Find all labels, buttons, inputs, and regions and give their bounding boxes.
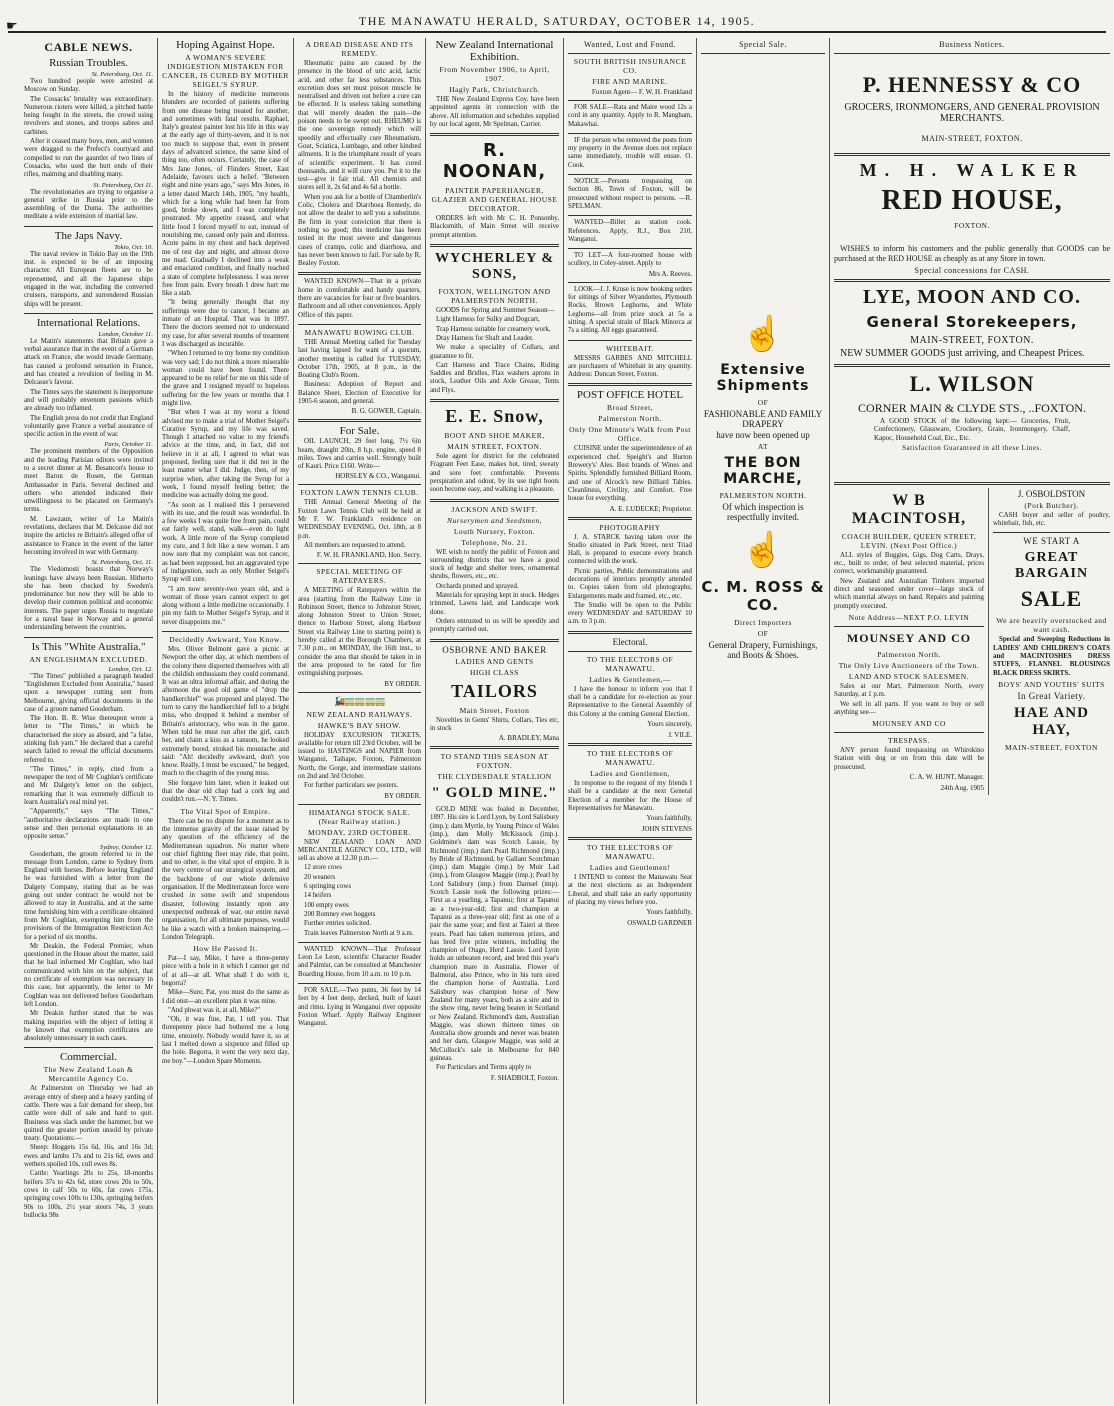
column-cable-news bbox=[20, 38, 158, 1404]
advert-subheading: PAINTER PAPERHANGER, GLAZIER AND GENERAL HOUSE DECORATOR. bbox=[431, 186, 558, 214]
signature: OSWALD GARDNER bbox=[627, 919, 692, 928]
article-paragraph: The revolutionaries are trying to organise a general strike in Russia prior to the assembling of the Duma. The authorities meditate a wide extension of martial law. bbox=[24, 188, 153, 221]
column-special-sale bbox=[697, 38, 830, 1404]
advert-paragraph: NOTICE.—Persons trespassing on Section 86, Town of Foxton, will be prosecuted without respect to persons. —R. SPELMAN. bbox=[568, 178, 692, 210]
article-heading: Decidedly Awkward, You Know. bbox=[169, 635, 282, 644]
advert-subheading: General Drapery, Furnishings, and Boots & Shoes. bbox=[708, 640, 818, 660]
advert-subheading: FASHIONABLE AND FAMILY DRAPERY bbox=[703, 409, 823, 429]
advert-title: R. NOONAN, bbox=[442, 140, 547, 183]
advert-paragraph: Orders entrusted to us will be speedily and promptly carried out. bbox=[430, 617, 559, 634]
signature: 24th Aug. 1905 bbox=[940, 784, 984, 793]
article-paragraph: Gooderham, the groom referred to in the message from London, came to Sydney from England with horses. Before leaving England he was furnished with a letter from the Dalgety Company, stating that as he was going out under contract he would not be allowed to stay in Australia, and at the same time furnishing him with a certificate obtained from Mr Coghlan, exempting him from the provisions of the Immigration Restriction Act for a period of six months. bbox=[24, 850, 153, 941]
dateline: St. Petersburg, Oct. 11. bbox=[91, 71, 153, 78]
divider bbox=[24, 1047, 153, 1048]
divider bbox=[24, 637, 153, 638]
advert-heading: PHOTOGRAPHY bbox=[599, 522, 661, 532]
article-paragraph: Mr Deakin, the Federal Premier, when questioned in the House about the matter, said that he had informed Mr Coghlan, who had communicated with him on the subject, that no certificate of exemption was necessary in this case, but apparently, the letter to Mr Coghlan was not delivered before Gooderham left London. bbox=[24, 942, 153, 1008]
advert-subheading: MAIN STREET, FOXTON. bbox=[447, 442, 542, 452]
divider bbox=[568, 651, 692, 652]
divider bbox=[834, 279, 1110, 282]
article-heading: Russian Troubles. bbox=[49, 57, 128, 69]
list-item: 12 store cows bbox=[304, 864, 342, 872]
advert-heading: TO THE ELECTORS OF MANAWATU. bbox=[586, 843, 674, 862]
advert-subheading: Ladies & Gentlemen,— bbox=[589, 674, 671, 684]
article-paragraph: Le Matin's statements that Britain gave a verbal assurance that in the event of a German attack on France, she would invade Germany, has caused a profound sensation in France, and has created a revulsion of feeling in M. Delcasse's favour. bbox=[24, 337, 153, 387]
advert-subheading: Satisfaction Guaranteed in all these Lines. bbox=[902, 443, 1042, 452]
advert-heading: TO STAND THIS SEASON AT FOXTON. bbox=[440, 752, 549, 771]
advert-paragraph: CASH buyer and seller of poultry, whitebait, fish, etc. bbox=[993, 511, 1110, 528]
article-paragraph: The prominent members of the Opposition and the leading Parisian editors were invited to a secret dinner at M. Besancon's house to meet Baron de Rosen, the German Ambassador in Paris. Several declined and others who attended indicated their unwillingness to be placated on Germany's terms. bbox=[24, 448, 153, 514]
article-heading: Hoping Against Hope. bbox=[176, 39, 275, 51]
advert-title: LYE, MOON AND CO. bbox=[863, 286, 1081, 308]
advert-paragraph: I have the honour to inform you that I shall be a candidate for re-election as your Representative to the General Assembly of this Colony at the coming General Election. bbox=[568, 685, 692, 718]
divider bbox=[430, 399, 559, 402]
advert-subheading: The Only Live Auctioneers of the Town. bbox=[838, 660, 980, 670]
divider bbox=[430, 499, 559, 502]
section-heading: Special Sale. bbox=[739, 40, 787, 49]
list-item: 20 weaners bbox=[304, 873, 336, 881]
signature: HORSLEY & CO., Wanganui. bbox=[335, 472, 421, 481]
article-heading: A DREAD DISEASE AND ITS REMEDY. bbox=[305, 40, 414, 58]
advert-heading: FOXTON LAWN TENNIS CLUB. bbox=[300, 488, 419, 498]
advert-paragraph: FOR SALE—Rata and Maire wood 12s a cord in any quantity. Apply to R. Mangham, Makawhai. bbox=[568, 104, 692, 128]
article-paragraph: "When I returned to my home my condition was very sad; I do not think a more miserable woman could have been found. There appeared to be no relief for me on this side of the grave and I resigned myself to hopeless suffering for the few years or months that I might live. bbox=[162, 350, 289, 407]
column-notices bbox=[294, 38, 426, 1404]
advert-paragraph: Novelties in Gents' Shirts, Collars, Ties etc, in stock bbox=[430, 716, 559, 732]
advert-title: THE BON MARCHE, bbox=[723, 455, 803, 487]
list-item: 100 empty ewes bbox=[304, 901, 349, 909]
divider bbox=[568, 517, 692, 520]
article-heading: How He Passed It. bbox=[193, 944, 258, 954]
dateline: Paris, October 11. bbox=[104, 441, 153, 449]
article-paragraph: The Cossacks' brutality was extraordinary. Numerous rioters were killed, a pitched battle being fought in the streets, the crowd using revolvers and stones, and troops sabres and carbines. bbox=[24, 95, 153, 136]
advert-subheading: FIRE AND MARINE. bbox=[592, 77, 668, 86]
advert-paragraph: GOLD MINE was foaled in December, 1897. His sire is Lord Lyon, by Lord Salisbury (imp.); dam Myrtle, by Young Prince of Wales (imp.), dam Molly McKissock (imp.). Goldmine's dam was Scotch Lassie, by Richmond (imp.) dam Pearl Richmond (imp.) by Bride of Richmond, by Gallant Scotchman (imp.) dam Maggie (imp.) by Muir Lad (imp.), from Glasgow Maggie (imp.); Pearl by Lord Salisbury (imp.) from Damsel (imp). Scotch Lassie took the following prizes:—First as a yearling, a Tapanui; first at Tapanui as a two-year-old; first and champion at Tapanui as a three-year old; first as one of a pair the same year; and first at Taieri at three years. Pearl has taken numerous prizes, and has bred five prize winners, including the champion of Otago, Herd Lassie. Lord Lyon holds an unbeaten record, and bred this year's champion mare in Australia. Flower of Balmoral, also Prince, who in his turn sired the champion horse of Australia. Lord Salisbury was champion horse of New Zealand for many years, both as a sire and in the show ring, never being beaten in Scotland or New Zealand. Richmond's dam, Australian Maggie, was shown thirteen times on Australia show grounds and never was beaten and her dam, Glasgow Maggie, was sold at McCullock's sale in Melbourne for 840 guineas. bbox=[430, 806, 560, 1062]
signature: JOHN STEVENS bbox=[641, 825, 692, 834]
dateline: London, October 11. bbox=[98, 330, 153, 338]
advert-paragraph: Further entries solicited. bbox=[304, 920, 372, 928]
advert-subheading: Note Address—NEXT P.O. LEVIN bbox=[848, 612, 970, 622]
article-heading: Is This "White Australia." bbox=[31, 640, 146, 653]
advert-heading: WHITEBAIT. bbox=[606, 343, 654, 353]
advert-title: L. WILSON bbox=[909, 371, 1035, 396]
divider bbox=[568, 282, 692, 283]
advert-subheading: Palmerston North. bbox=[598, 414, 662, 424]
advert-paragraph: Train leaves Palmerston North at 9 a.m. bbox=[304, 929, 414, 937]
advert-subheading: FOXTON. bbox=[954, 221, 990, 230]
signature: Foxton Agent— F. W. H. Frankland bbox=[591, 88, 692, 96]
divider bbox=[24, 226, 153, 227]
advert-heading: For Sale. bbox=[339, 425, 380, 438]
divider bbox=[430, 133, 559, 136]
advert-heading: TO THE ELECTORS OF MANAWATU. bbox=[586, 748, 674, 767]
article-paragraph: The English press do not credit that England voluntarily gave France a verbal assurance of specific action in the event of war. bbox=[24, 414, 153, 439]
divider bbox=[701, 53, 825, 54]
advert-paragraph: A GOOD STOCK of the following kept:— Groceries, Fruit, Confectionery, Glassware, Crockery, Grain, Ironmongery, Chaff, Kapoc, Household Coal, Etc., Etc. bbox=[874, 417, 1070, 442]
advert-paragraph: We sell in all parts. If you want to buy or sell anything see— bbox=[834, 700, 984, 716]
article-paragraph: She forgave him later, when it leaked out that the dear old chap had a cork leg and couldn't run.—N. Y. Times. bbox=[162, 779, 289, 804]
advert-title: C. M. ROSS & CO. bbox=[701, 578, 825, 614]
advert-subheading: BOOT AND SHOE MAKER, bbox=[444, 431, 545, 441]
advert-paragraph: ALL styles of Buggies, Gigs, Dog Carts, Drays, etc., built to order, of best selected material, prices correct, workmanship guaranteed. bbox=[834, 551, 984, 576]
signature: B. G. GOWER, Captain. bbox=[351, 407, 421, 416]
article-paragraph: "The Times," in reply, cited from a newspaper the text of Mr Coghlan's certificate and Mr Dalgety's letter on the subject, remarking that it was extremely difficult to learn Australia's real mind yet. bbox=[24, 765, 153, 807]
divider bbox=[993, 532, 1110, 533]
dateline: St. Petersburg, Oct. 11. bbox=[91, 559, 153, 567]
divider bbox=[834, 482, 1110, 485]
article-subheading: A WOMAN'S SEVERE INDIGESTION MISTAKEN FOR CANCER, IS CURED BY MOTHER SEIGEL'S SYRUP. bbox=[162, 53, 289, 89]
article-paragraph: Pat—I say, Mike, I have a three-penny piece with a hole in it which I cannot get rid of at all—at all. What shall I do with it, begorra? bbox=[162, 955, 289, 987]
article-subheading: The New Zealand Loan & Mercantile Agency Co. bbox=[43, 1065, 134, 1084]
advert-paragraph: Sales at our Mart, Palmerston North, every Saturday, at 1 p.m. bbox=[834, 682, 984, 699]
signature: F. W. H. FRANKLAND, Hon. Secry. bbox=[316, 551, 421, 560]
signature: Mrs A. Reeves. bbox=[648, 269, 692, 278]
advert-subheading: AT bbox=[757, 442, 769, 451]
divider bbox=[298, 692, 421, 693]
advert-title: " GOLD MINE." bbox=[431, 785, 558, 802]
advert-subheading: OF bbox=[757, 398, 769, 407]
signature: A. BRADLEY, Mana bbox=[498, 734, 559, 743]
divider bbox=[834, 364, 1110, 367]
advert-paragraph: For further particulars see posters. bbox=[304, 782, 399, 790]
divider bbox=[298, 804, 421, 805]
article-paragraph: "And phwat was it, at all, Mike?" bbox=[168, 1006, 261, 1014]
advert-paragraph: Rheumatic pains are caused by the presence in the blood of uric acid, lactic acid, and other far less substances. This excretion does set must poison muscle be neutralised and driven out before a cure can be effected. It is useless taking something that will merely deaden the pain—the poison needs to be swept out. RHEUMO is the one sovereign remedy which will speedily and effectually cure Rheumatism, Gout, Sciatica, Lumbago, and other kindred ailments. It is the triumphant result of years of scientific experiment. It has cured thousands, and it will cure you. Put it to the test—give it fair trial. All chemists and stores sell it, 2s 6d and 4s 6d a bottle. bbox=[298, 60, 421, 192]
advert-subheading: CORNER MAIN & CLYDE STS., ..FOXTON. bbox=[858, 401, 1086, 415]
advert-subheading: Special concessions for CASH. bbox=[914, 266, 1030, 275]
advert-paragraph: TO LET—A four-roomed house with scullery, in Coley-street. Apply to bbox=[568, 252, 692, 268]
article-paragraph: Cattle: Yearlings 20s to 25s, 18-months heifers 37s to 42s 6d, store cows 20s to 50s, cows in calf 50s to 60s, fat cows 175s, springing cows 100s to 130s, springing heifers 90s to 100s, 2½ year steers 74s, 3 years bullocks 98s bbox=[24, 1170, 153, 1219]
column-exhibition bbox=[426, 38, 564, 1404]
advert-heading: SOUTH BRITISH INSURANCE CO. bbox=[573, 57, 687, 75]
advert-paragraph: The Studio will be open to the Public every WEDNESDAY and SATURDAY 10 a.m. to 3 p.m. bbox=[568, 601, 692, 626]
divider bbox=[834, 53, 1110, 54]
divider bbox=[430, 746, 559, 749]
advert-paragraph: When you ask for a bottle of Chamberlin's Colic, Cholera and Diarrhoea Remedy, do not allow the dealer to sell you a substitute. Be firm in your conviction that there is nothing so good; this medicine has been tested in the most severe and dangerous cases of cramps, colic and diarrhoea, and has never been known to fail. For sale by R. Bealey Foxton. bbox=[298, 193, 422, 268]
article-paragraph: M. Lawzaun, writer of Le Matin's revelations, declares that M. Delcasse did not inspire the articles re Britain's alleged offer of assistance to France in the event of the latter becoming involved in war with Germany. bbox=[24, 515, 153, 556]
advert-title: TAILORS bbox=[451, 680, 538, 701]
advert-paragraph: A MEETING of Ratepayers within the area (starting from the Railway Line in Robinson Street, thence to Johnston Street, along Johnston Street to Union Street, thence to Harbour Street, along Harbour Street via Railway Line to starting point) is hereby called at the Borough Chambers, at 7.30 p.m., on MONDAY, the 16th inst., to consider the area that should be taken in in the area proposed to be rated for fire extinguishing purposes. bbox=[298, 587, 421, 678]
article-subheading: AN ENGLISHMAN EXCLUDED. bbox=[29, 654, 148, 664]
advert-subheading: MAIN-STREET, FOXTON. bbox=[921, 134, 1023, 143]
advert-paragraph: FOR SALE.—Two punts, 36 feet by 14 feet by 4 feet deep, decked, built of kauri and rimu. Lying in Wanganui river opposite Foxton Wharf. Apply Railway Engineer Wanganui. bbox=[298, 987, 421, 1028]
advert-subheading: From November 1906, to April, 1907. bbox=[439, 65, 550, 83]
advert-paragraph: Cart Harness and Trace Chains, Riding Saddles and Bridles, Flax washers aprons in stock, Leather Oils and Axle Grease, Tents and Flys. bbox=[430, 361, 559, 394]
article-paragraph: Mr Deakin further stated that he was making inquiries with the object of letting it be known that exemption certificates are absolutely unnecessary in such cases. bbox=[24, 1010, 153, 1043]
advert-heading: HIMATANGI STOCK SALE. (Near Railway station.) bbox=[308, 807, 411, 826]
article-paragraph: At Palmerston on Thursday we had an average entry of sheep and a heavy yarding of cattle. There was a fair demand for sheep, but cattle were dull of sale and hard to quit. Business was slack under the hammer, but we quitted the greater portion unsold by private treaty. Quotations:— bbox=[24, 1085, 153, 1143]
advert-subheading: HIGH CLASS bbox=[470, 667, 519, 677]
signature: C. A. W. HUNT, Manager. bbox=[909, 773, 984, 782]
advert-subheading: Hagly Park, Christchurch. bbox=[449, 85, 540, 94]
advert-subheading: (Pork Butcher). bbox=[1024, 500, 1079, 510]
advert-paragraph: WANTED—Billet as station cook. References. Apply, R.J., Box 210, Wanganui. bbox=[568, 219, 692, 243]
advert-title: E. E. Snow, bbox=[445, 406, 544, 427]
advert-paragraph: Materials for spraying kept in stock. Hedges trimmed, Lawns laid, and Landscape work done. bbox=[430, 592, 559, 616]
masthead bbox=[0, 0, 1114, 34]
advert-subheading: COACH BUILDER, QUEEN STREET, LEVIN. (Next Post Office.) bbox=[841, 531, 977, 550]
advert-paragraph: WISHES to inform his customers and the public generally that GOODS can be purchased at the RED HOUSE as cheaply as at any Store in town. bbox=[834, 244, 1110, 263]
list-item: 14 heifers bbox=[304, 892, 332, 900]
signature: Yours faithfully, bbox=[646, 908, 692, 917]
advert-subheading: MONDAY, 23RD OCTOBER. bbox=[308, 827, 411, 837]
article-paragraph: The Viedomosti boasts that Norway's leanings have always been Russian. Hitherto she has been checked by Sweden's predominance but now they will be able to develop their common political and economic interests. The paper urges Russia to negotiate for a naval base in Norway and a general understanding between the countries. bbox=[24, 566, 153, 632]
advert-title: RED HOUSE, bbox=[881, 185, 1063, 216]
signature: F. SHADBOLT, Foxton. bbox=[490, 1073, 559, 1082]
section-heading: Business Notices. bbox=[939, 40, 1005, 49]
signature: A. E. LUDECKE; Proprietor. bbox=[609, 504, 692, 513]
list-item: 200 Romney ewe hoggets bbox=[304, 910, 376, 918]
advert-paragraph: IF the person who removed the posts from my property in the Avenue does not replace same immediately, trouble will ensue. O. Cook. bbox=[568, 136, 692, 169]
advert-subheading: Palmerston North. bbox=[877, 649, 941, 659]
advert-paragraph: In response to the request of my friends I shall be a candidate at the next General Election of a member for the House of Representatives for Manawatu. bbox=[568, 779, 692, 812]
section-heading: Electoral. bbox=[612, 636, 648, 647]
advert-title: W B MACINTOSH, bbox=[851, 491, 967, 527]
advert-paragraph: Business: Adoption of Report and Balance Sheet, Election of Executive for 1905-6 season, and general. bbox=[298, 381, 421, 405]
masthead-rule bbox=[8, 31, 1106, 33]
advert-paragraph: ANY person found trespassing on Whirokino Station with dog or on from this date will be prosecuted. bbox=[834, 747, 984, 771]
divider bbox=[298, 484, 421, 485]
advert-paragraph: Special and Sweeping Reductions in LADIES' AND CHILDREN'S COATS and MACINTOSHES DRESS STUFFS, FLANNEL BLOUSINGS BLACK DRESS SKIRTS. bbox=[993, 636, 1110, 677]
divider bbox=[568, 631, 692, 634]
advert-paragraph: ORDERS left with Mr C. H. Ponsonby, Blacksmith, of Main Street will receive prompt attention. bbox=[430, 215, 559, 239]
advert-subheading: Nurserymen and Seedsmen, bbox=[446, 515, 543, 525]
dateline: Sydney, October 12. bbox=[99, 843, 153, 851]
dateline: London, Oct. 12. bbox=[108, 665, 153, 673]
advert-subheading: MOUNSEY AND CO bbox=[872, 719, 946, 729]
advert-title: POST OFFICE HOTEL bbox=[576, 389, 684, 402]
advert-paragraph: CUISINE under the superintendence of an experienced chef. Speight's and Burton Brewery's' Ales. Best brands of Wines and Spirits. Splendidly furnished Billiard Room, and one of Alcock's new Billiard Tables. Cleanliness, Civility, and Comfort. Free house for everything. bbox=[568, 445, 692, 503]
advert-title: P. HENNESSY & CO bbox=[862, 72, 1082, 97]
advert-subheading: LAND AND STOCK SALESMEN. bbox=[848, 671, 970, 681]
advert-heading: New Zealand International Exhibition. bbox=[435, 39, 554, 63]
advert-heading: JACKSON AND SWIFT. bbox=[451, 504, 538, 514]
advert-title: HAE AND HAY, bbox=[1014, 704, 1089, 738]
advert-paragraph: MESSRS GARBES AND MITCHELL are purchasers of Whitebait in any quantity. Address: Duncan Street, Foxton. bbox=[568, 354, 692, 379]
advert-heading: WE START A bbox=[1023, 536, 1080, 547]
advert-paragraph: J. A. STARCK having taken over the Studio situated in Park Street, next Triad Hall, is prepared to execute every branch connected with the work. bbox=[568, 533, 692, 566]
article-paragraph: There can be no dispute for a moment as to the immense gravity of the issue raised by any question of the efficiency of the Mediterranean squadron. No matter where our chief fighting fleet may ride, that point, and no other, is the vital spot of empire. It is the very centre of our strategical system, and the backbone of our whole defensive organisation. If the Mediterranean force were crushed in some swift and stupendous disaster, following instantly upon any unexpected outbreak of war, our entire naval organisation, for all ultimate purposes, would be like a watch with a broken mainspring.—London Telegraph. bbox=[162, 817, 289, 941]
divider bbox=[298, 324, 421, 325]
article-paragraph: "Apparently," says "The Times," "authoritative declarations are made in one sense and then personal explanations in an opposite sense." bbox=[24, 808, 153, 841]
advert-heading: OSBORNE AND BAKER bbox=[442, 644, 547, 655]
advert-paragraph: All members are requested to attend. bbox=[304, 541, 406, 549]
article-paragraph: In the history of medicine numerous blunders are recorded of patients suffering from one disease being treated for another, and sometimes with fatal results. Raphael, Italy's greatest painter lost his life in this way at the early age of thirty-seven, and it is not too much to suppose that, even in present days of advanced science, the same kind of thing too, often occurs. Certainly, the case of Mrs Jane Jones, of Flinders Street, East Adelaide, favours such a belief. "Between eight and nine years ago," says Mrs Jones, in a letter dated March 14th, 1905, "my health, which for a long while had been far from good, broke down, and I was completely prostrated. My appetite ceased, and what little food I forced myself to eat, instead of nourishing me, caused only pain and distress. Acute pains in my chest and back deprived me of rest day and night, and almost drove me mad. Gradually I declined into a weak and emaciated condition, and finally reached a state of complete helplessness. I was never free from pain. Every breath I drew hurt me like a stab. bbox=[162, 91, 289, 298]
advert-paragraph: HOLIDAY EXCURSION TICKETS, available for return till 23rd October, will be issued to HASTINGS and NAPIER from Wanganui, Taihape, Foxton, Palmerston North, the Gorge, and intermediate stations on 2nd and 3rd October. bbox=[298, 731, 421, 780]
advert-paragraph: THE New Zealand Express Coy. have been appointed agents in connection with the above. All information and schedules supplied by our local agent, Mr Spelman, Carrier. bbox=[430, 96, 559, 128]
column-seigel-syrup bbox=[158, 38, 294, 1404]
article-paragraph: "The Times" published a paragraph headed "Englishmen Excluded from Australia," based upon a newspaper cutting sent from Melbourne, giving official documents in the case of a groom named Gooderham. bbox=[24, 672, 153, 713]
pointing-hand-icon: ☝ bbox=[741, 532, 785, 569]
masthead-title: THE MANAWATU HERALD, SATURDAY, OCTOBER 14, 1905. bbox=[358, 14, 756, 28]
advert-subheading: In Great Variety. bbox=[1017, 690, 1086, 701]
article-heading: International Relations. bbox=[36, 316, 141, 329]
advert-subheading: OF bbox=[757, 629, 769, 638]
advert-paragraph: New Zealand and Australian Timbers imported direct and seasoned under cover—large stock of which material always on hand. Repairs and painting promptly executed. bbox=[834, 577, 984, 610]
advert-paragraph: Dray Harness for Shaft and Leader. bbox=[436, 334, 534, 342]
divider bbox=[834, 153, 1110, 156]
advert-subheading: We are heavily overstocked and want cash. bbox=[996, 616, 1107, 635]
article-paragraph: Sheep: Hoggets 15s 6d, 16s, and 16s 3d; ewes and lambs 17s and to 21s 6d, ewes and wethers spoiled 10s, cull ewes 8s. bbox=[24, 1144, 153, 1169]
divider bbox=[24, 313, 153, 314]
advert-subheading: Louth Nursery, Foxton. bbox=[453, 526, 536, 536]
advert-subheading: Telephone, No. 21. bbox=[461, 537, 528, 547]
signature: Yours faithfully, bbox=[646, 814, 692, 823]
divider bbox=[834, 732, 984, 733]
section-heading: CABLE NEWS. bbox=[44, 40, 133, 54]
pointing-hand-icon: ☝ bbox=[741, 316, 785, 353]
signature: BY ORDER. bbox=[384, 679, 421, 688]
signature: Yours sincerely, bbox=[647, 719, 692, 728]
divider bbox=[568, 340, 692, 341]
divider bbox=[568, 248, 692, 249]
advert-paragraph: NEW SUMMER GOODS just arriving, and Cheapest Prices. bbox=[840, 348, 1085, 359]
article-paragraph: "It being generally thought that my sufferings were due to cancer, I became an inmate of an Hospital. That was in 1897. There the doctors seemed not to understand my case, for after several months of treatment I was discharged as incurable. bbox=[162, 299, 289, 348]
divider bbox=[430, 639, 559, 642]
advert-subheading: BOYS' AND YOUTHS' SUITS bbox=[998, 679, 1105, 689]
advert-subheading: Broad Street, bbox=[606, 403, 654, 413]
advert-title: MOUNSEY AND CO bbox=[846, 630, 972, 645]
divider bbox=[298, 942, 421, 943]
article-paragraph: "But when I was at my worst a friend advised me to make a trial of Mother Seigel's Curative Syrup, and my life was saved. Though I attached no value to my friend's advice at the time, and, in fact, did not believe in it at all, I agreed to what was proposed, feeling sure that it did not in the least matter what I did. Judge, then, of my surprise when, after taking the Syrup for a week, I found myself feeling better; the medicine was actually doing me good. bbox=[162, 409, 289, 500]
divider bbox=[298, 419, 421, 422]
article-paragraph: The naval review in Tokio Bay on the 19th inst. is expected to be of an imposing character. All European fleets are to be represented, and all the Japanese ships engaged in the war, including the converted cruisers, transports, and surrendered Russian ships will be present. bbox=[24, 250, 153, 308]
divider bbox=[298, 563, 421, 564]
advert-subheading: MAIN-STREET, FOXTON. bbox=[910, 335, 1034, 346]
advert-heading: SPECIAL MEETING OF RATEPAYERS. bbox=[316, 567, 403, 586]
advert-subheading: PALMERSTON NORTH. bbox=[719, 491, 807, 500]
article-paragraph: Mrs. Oliver Belmont gave a picnic at Newport the other day, at which members of the colony there disported themselves with all the childish enthusiasm they could command. It was an ultra informal affair, and during the afternoon the good old game of "drop the handkerchief" was proposed and played. The turn to carry the handkerchief fell to a bright miss, who dropped it behind a member of Britain's aristocracy, who was in the game. When told he must run after the girl, catch her, and claim a kiss as a ransom, he looked extremely bored, stroked his moustache and said: "Ah! decidedly awkward, don't you know. Really, I must be excused," he begged, much to the chagrin of the young miss. bbox=[162, 646, 289, 778]
divider bbox=[568, 743, 692, 746]
advert-subheading: MAIN-STREET, FOXTON bbox=[1005, 742, 1098, 752]
divider bbox=[568, 215, 692, 216]
section-heading: Wanted, Lost and Found. bbox=[584, 40, 676, 49]
advert-title: M. H. WALKER bbox=[859, 160, 1085, 180]
advert-paragraph: WANTED KNOWN—That Professor Leon Le Leon, scientific Character Reader and Palmist, can be consulted at Manchester Boarding House, from 10 a.m. to 10 p.m. bbox=[298, 945, 421, 978]
advert-subheading: Only One Minute's Walk from Post Office. bbox=[569, 425, 691, 444]
train-icon: 🚂🚃🚃🚃🚃 bbox=[333, 695, 386, 706]
signature: J. VILE. bbox=[668, 730, 692, 739]
dateline: St. Petersburg, Oct 11. bbox=[93, 181, 153, 189]
column-business-notices bbox=[830, 38, 1114, 1404]
advert-heading: NEW ZEALAND RAILWAYS. bbox=[306, 709, 413, 719]
article-heading: Commercial. bbox=[59, 1051, 118, 1064]
article-paragraph: "Oh, it was fine, Pat, I tell you. That threepenny piece had bothered me a long time, entoirely. Nobody would have it, so at last I melted down a sixpence and filled up the hole. Begorra, it went the very next day, me boy."—London Spare Moments. bbox=[162, 1016, 289, 1065]
advert-heading: TO THE ELECTORS OF MANAWATU. bbox=[586, 654, 674, 673]
advert-subheading: Ladies and Gentlemen! bbox=[589, 863, 671, 873]
advert-title: GREAT BARGAIN bbox=[1014, 550, 1089, 582]
advert-title: General Storekeepers, bbox=[866, 313, 1078, 331]
advert-paragraph: Sole agent for district for the celebrated Fragrant Feet Ease, makes hot, tired, sweaty and sore feet comfortable. Prevents perspiration and odour, by its use tight boots soon become easy, and walking is a pleasure. bbox=[430, 453, 559, 494]
divider bbox=[162, 631, 289, 632]
article-paragraph: Mike—Sure, Pat, you must do the same as I did onst—an excellent plan it was mine. bbox=[162, 989, 289, 1005]
advert-subheading: HAWKE'S BAY SHOW. bbox=[317, 720, 402, 730]
advert-paragraph: WE wish to notify the public of Foxton and surrounding districts that we have a good stock of hedge and shelter trees, ornamental shrubs, flowers, etc., etc. bbox=[430, 548, 559, 581]
list-item: 6 springing cows bbox=[304, 883, 352, 891]
divider bbox=[298, 983, 421, 984]
advert-heading: TRESPASS. bbox=[888, 736, 930, 746]
signature: BY ORDER. bbox=[384, 791, 421, 800]
article-heading: The Vital Spot of Empire. bbox=[180, 806, 271, 816]
article-paragraph: The Hon. B. R. Wise thereupon wrote a letter to "The Times," in which he characterised the story as absurd, and "a false, stinking fish yarn." He declared that a careful search failed to reveal the official documents referred to. bbox=[24, 715, 153, 764]
advert-paragraph: For Particulars and Terms apply to bbox=[436, 1064, 532, 1072]
advert-title: SALE bbox=[1020, 586, 1083, 612]
advert-subheading: Main Street, Foxton bbox=[459, 705, 530, 715]
advert-subheading: GROCERS, IRONMONGERS, AND GENERAL PROVISION MERCHANTS. bbox=[844, 102, 1100, 124]
article-paragraph: Two hundred people were arrested at Moscow on Sunday. bbox=[24, 78, 153, 94]
advert-subheading: LADIES AND GENTS bbox=[455, 656, 534, 666]
advert-subheading: have now been opened up bbox=[716, 430, 810, 440]
advert-paragraph: NEW ZEALAND LOAN AND MERCANTILE AGENCY CO., LTD., will sell as above at 12.30 p.m.— bbox=[298, 838, 421, 863]
advert-title: Extensive Shipments bbox=[716, 362, 810, 394]
advert-paragraph: WANTED KNOWN—That in a private home in comfortable and handy quarters, there are vacancies for four or five boarders. Bathroom and all other conveniences. Apply Office of this paper. bbox=[298, 278, 421, 319]
advert-subheading: Ladies and Gentlemen, bbox=[590, 768, 670, 778]
column-wanted bbox=[564, 38, 697, 1404]
advert-paragraph: LOOK—J. J. Kruse is now booking orders for sittings of Silver Wyandottes, Plymouth Rocks, Brown Leghorns, and White Leghorns—all from prize stock at 5s a sitting. A special strain of Black Minorca at 7s a sitting. All eggs guaranteed. bbox=[568, 285, 692, 335]
divider bbox=[568, 100, 692, 101]
advert-paragraph: Orchards pruned and sprayed. bbox=[436, 582, 519, 590]
article-heading: The Japs Navy. bbox=[54, 229, 123, 242]
advert-paragraph: I INTEND to contest the Manawatu Seat at the next elections as an Independent Liberal, and shall take an early opportunity of placing my views before you. bbox=[568, 874, 692, 907]
advert-title: J. OSBOLDSTON bbox=[1017, 488, 1086, 499]
divider bbox=[568, 174, 692, 175]
advert-paragraph: OIL LAUNCH, 29 feet long, 7½ 6in beam, draught 20in, 8 h.p. engine, speed 8 miles. Tows and carries well. Strongly built of Kauri. Price £160. Write— bbox=[298, 438, 421, 471]
divider bbox=[568, 53, 692, 54]
divider bbox=[430, 244, 559, 247]
advert-subheading: THE CLYDESDALE STALLION bbox=[437, 772, 552, 782]
divider bbox=[834, 626, 984, 627]
advert-subheading: Direct Importers bbox=[734, 618, 792, 627]
divider bbox=[568, 133, 692, 134]
dateline: Tokio, Oct. 10. bbox=[114, 243, 153, 251]
divider bbox=[298, 272, 421, 275]
advert-paragraph: Light Harness for Sulky and Dogcart, bbox=[436, 316, 540, 324]
advert-paragraph: Trap Harness suitable for creamery work, bbox=[436, 325, 551, 333]
advert-paragraph: THE Annual Meeting called for Tuesday last having lapsed for want of a quorum, another meeting is called for TUESDAY, October 17th, 1905, at 8 p.m., in the Boating Club's Room. bbox=[298, 338, 421, 380]
advert-paragraph: THE Annual General Meeting of the Foxton Lawn Tennis Club will be held at Mr F. W. Frankland's residence on WEDNESDAY EVENING, Oct. 18th, at 8 p.m. bbox=[298, 499, 421, 540]
advert-paragraph: GOODS for Spring and Summer Season— bbox=[436, 307, 555, 315]
article-paragraph: After it ceased many boys, men, and women were dragged to the Prefect's courtyard and compelled to run the gauntlet of two lines of Cossacks, who used the butt ends of their rifles, maiming and disabling many. bbox=[24, 138, 153, 179]
pointing-hand-icon: ☛ bbox=[6, 18, 18, 33]
advert-heading: MANAWATU ROWING CLUB. bbox=[304, 327, 415, 337]
advert-paragraph: Picnic parties, Public demonstrations and decorations of interiors promptly attended to. Copies taken from old photographs; Enlargements made and framed, etc., etc. bbox=[568, 567, 692, 600]
advert-title: WYCHERLEY & SONS, bbox=[435, 251, 554, 283]
article-paragraph: "As soon as I realised this I persevered with its use, and the result was wonderful. In a few weeks I was quite free from pain, could eat fairly well, stand, walk—even do light work. A little more of the Syrup completed my cure, and I felt like a new woman. I am now sure that my complaint was not cancer, as had been supposed, but an aggravated type of indigestion, such as only Mother Seigel's Syrup will cure. bbox=[162, 501, 289, 584]
article-paragraph: "I am now seventy-two years old, and a woman of those years cannot expect to get along without a little medicine occasionally. I pin my faith to Mother Seigel's Syrup, and it never disappoints me." bbox=[162, 585, 289, 626]
advert-subheading: Of which inspection is respectfully invited. bbox=[722, 502, 804, 522]
advert-subheading: FOXTON, WELLINGTON AND PALMERSTON NORTH. bbox=[438, 287, 551, 306]
article-paragraph: The Times says the statement is inopportune and will probably envenom passions which are already too inflamed. bbox=[24, 388, 153, 413]
divider bbox=[568, 837, 692, 840]
divider bbox=[568, 383, 692, 386]
advert-paragraph: We make a speciality of Collars, and guarantee to fit. bbox=[430, 344, 559, 360]
